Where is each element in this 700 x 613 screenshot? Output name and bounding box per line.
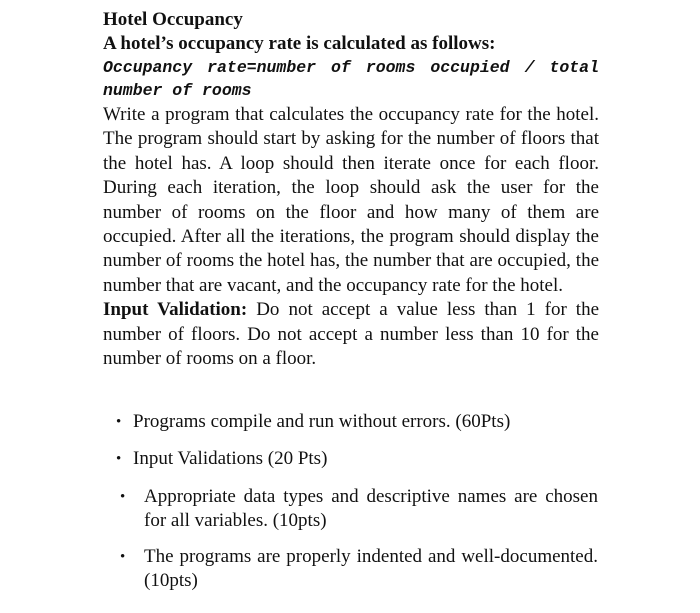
bullet-icon: • (120, 548, 126, 565)
rubric-item (116, 545, 598, 594)
rubric-item-text: Appropriate data types and descriptive names are chosen for all variables. (10pts) (144, 485, 598, 532)
input-validation-paragraph (103, 298, 599, 371)
rubric-item-text: Programs compile and run without errors. (60Pts) (133, 411, 511, 432)
rubric-item-text: Input Validations (20 Pts) (133, 448, 328, 470)
rubric-item (116, 447, 598, 471)
bullet-icon: • (120, 488, 126, 505)
assignment-document (103, 8, 599, 371)
grading-rubric-list (116, 410, 598, 593)
input-validation-label: Input Validation: (103, 299, 248, 321)
rubric-item-text: The programs are properly indented and well-documented. (10pts) (144, 545, 598, 592)
document-subtitle: A hotel’s occupancy rate is calculated as follows: (103, 33, 496, 54)
input-validation-text: Do not accept a value less than 1 for the number of floors. Do not accept a number less than 10 for the number of rooms on a floor. (103, 299, 599, 370)
document-title: Hotel Occupancy (103, 9, 243, 30)
rubric-item (116, 485, 598, 534)
bullet-icon: • (116, 414, 122, 430)
bullet-icon: • (116, 451, 122, 468)
rubric-item (116, 410, 598, 434)
assignment-description: Write a program that calculates the occupancy rate for the hotel. The program should start by asking for the number of floors that the hotel has. A loop should then iterate once for each floor. During each iteration, the loop should ask the user for the number of rooms on the floor and how many of them are occupied. After all the iterations, the program should display the number of rooms the hotel has, the number that are occupied, the number that are vacant, and the occupancy rate for the hotel. (103, 104, 599, 296)
occupancy-formula: Occupancy rate=number of rooms occupied / total number of rooms (103, 58, 599, 100)
